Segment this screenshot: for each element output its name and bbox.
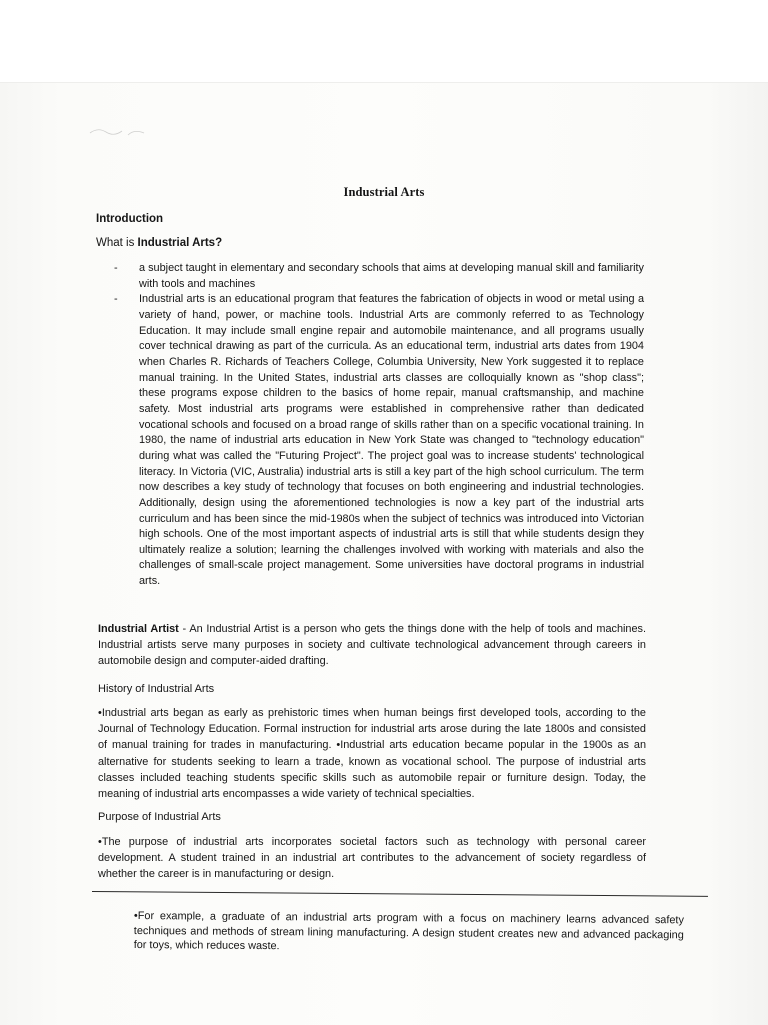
definition-item: - a subject taught in elementary and secondary schools that aims at developing manual skill and familiarity with tools and machines — [114, 261, 644, 292]
document-title: Industrial Arts — [343, 185, 425, 199]
question-term: Industrial Arts? — [137, 237, 223, 249]
introduction-heading: Introduction — [96, 213, 164, 225]
industrial-artist-definition: - An Industrial Artist is a person who gets the things done with the help of tools and machines. Industrial artists serve many purposes in society and cultivate technological advancement through careers in automobile design and computer-aided drafting. — [98, 623, 647, 668]
scanned-page — [0, 82, 768, 1025]
what-is-question — [96, 237, 222, 249]
section-divider — [92, 891, 708, 897]
purpose-paragraph: •The purpose of industrial arts incorporates societal factors such as technology with personal career development. A student trained in an industrial art contributes to the advancement of society regardless of whether the career is in manufacturing or design. — [98, 836, 646, 881]
history-paragraph: •Industrial arts began as early as prehistoric times when human beings first developed tools, according to the Journal of Technology Education. Formal instruction for industrial arts arose during the late 1800s and consisted of manual training for trades in manufacturing. •Industrial arts education became popular in the 1900s as an alternative for students seeking to learn a trade, known as vocational school. The purpose of industrial arts classes included teaching students specific skills such as automobile repair or furniture design. Today, the meaning of industrial arts encompasses a wide variety of technical specialties. — [98, 707, 646, 801]
faint-pencil-mark — [88, 119, 148, 143]
history-heading: History of Industrial Arts — [98, 683, 215, 695]
question-prefix: What is — [96, 237, 138, 249]
purpose-heading: Purpose of Industrial Arts — [98, 811, 221, 823]
industrial-artist-paragraph — [98, 621, 646, 670]
definition-item: - Industrial arts is an educational program that features the fabrication of objects in wood or metal using a variety of hand, power, or machine tools. Industrial Arts are commonly referred to as Technology Education. It may include small engine repair and automobile maintenance, and all programs usually cover technical drawing as part of the curricula. As an educational term, industrial arts dates from 1904 when Charles R. Richards of Teachers College, Columbia University, New York suggested it to replace manual training. In the United States, industrial arts classes are colloquially known as "shop class"; these programs expose children to the basics of home repair, manual craftsmanship, and machine safety. Most industrial arts programs were established in comprehensive rather than dedicated vocational schools and focused on a broad range of skills rather than on a specific vocational training. In 1980, the name of industrial arts education in New York State was changed to "technology education" during what was called the "Futuring Project". The project goal was to increase students' technological literacy. In Victoria (VIC, Australia) industrial arts is still a key part of the high school curriculum. The term now describes a key study of technology that focuses on both engineering and industrial technologies. Additionally, design using the aforementioned technologies is now a key part of the industrial arts curriculum and has been since the mid-1980s when the subject of technics was introduced into Victorian high schools. One of the most important aspects of industrial arts is still that while students design they ultimately realize a solution; learning the challenges involved with working with materials and also the challenges of small-scale project management. Some universities have doctoral programs in industrial arts. — [114, 292, 644, 589]
industrial-artist-term: Industrial Artist — [98, 623, 179, 635]
example-paragraph: •For example, a graduate of an industrial arts program with a focus on machinery learns advanced safety techniques and methods of stream lining manufacturing. A design student creates new and advanced packaging for toys, which reduces waste. — [133, 909, 684, 953]
definition-list — [114, 261, 644, 590]
